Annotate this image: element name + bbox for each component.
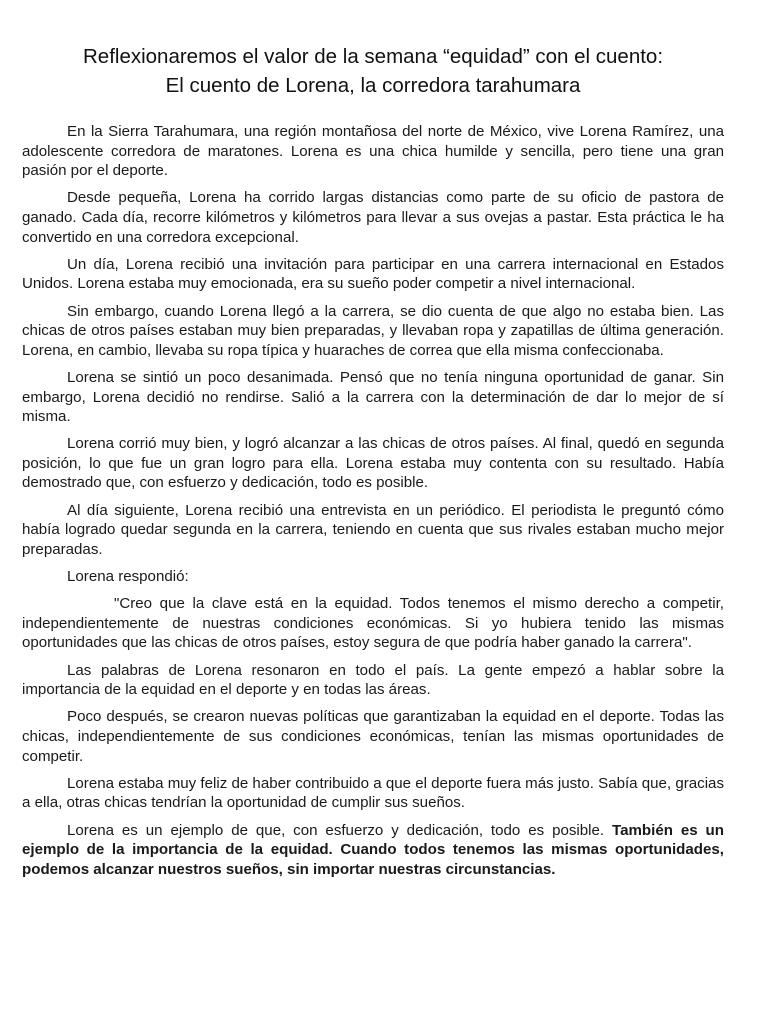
paragraph-4: Sin embargo, cuando Lorena llegó a la carrera, se dio cuenta de que algo no estaba bien. Las chicas de otros países estaban muy bien preparadas, y llevaban ropa y zapatillas de última generación. Lorena, en cambio, llevaba su ropa típica y huaraches de correa que ella misma confeccionaba.: [22, 302, 724, 359]
final-bold-text: También es un ejemplo de la importancia de la equidad. Cuando todos tenemos las mismas oportunidades, podemos alcanzar nuestros sueños, sin importar nuestras circunstancias.: [22, 821, 724, 878]
paragraph-8: Lorena respondió:: [67, 568, 189, 586]
document-title: [22, 42, 724, 100]
paragraph-9: Las palabras de Lorena resonaron en todo el país. La gente empezó a hablar sobre la importancia de la equidad en el deporte y en todas las áreas.: [22, 661, 724, 699]
title-line-2: El cuento de Lorena, la corredora tarahumara: [165, 74, 581, 97]
paragraph-5: Lorena se sintió un poco desanimada. Pensó que no tenía ninguna oportunidad de ganar. Sin embargo, Lorena decidió no rendirse. Salió a la carrera con la determinación de dar lo mejor de sí misma.: [22, 368, 724, 426]
paragraph-2: Desde pequeña, Lorena ha corrido largas distancias como parte de su oficio de pastora de ganado. Cada día, recorre kilómetros y kilómetros para llevar a sus ovejas a pastar. Esta práctica le ha convertido en una corredora excepcional.: [22, 189, 724, 246]
final-plain-text: Lorena es un ejemplo de que, con esfuerzo y dedicación, todo es posible.: [67, 821, 605, 839]
paragraph-10: Poco después, se crearon nuevas políticas que garantizaban la equidad en el deporte. Todas las chicas, independientemente de sus condiciones económicas, tenían las mismas oportunidades de competir.: [22, 708, 724, 765]
paragraph-6: Lorena corrió muy bien, y logró alcanzar a las chicas de otros países. Al final, quedó en segunda posición, lo que fue un gran logro para ella. Lorena estaba muy contenta con su resultado. Había demostrado que, con esfuerzo y dedicación, todo es posible.: [22, 435, 724, 492]
paragraph-11: Lorena estaba muy feliz de haber contribuido a que el deporte fuera más justo. Sabía que, gracias a ella, otras chicas tendrían la oportunidad de cumplir sus sueños.: [22, 774, 724, 812]
final-paragraph: [22, 821, 724, 880]
paragraph-3: Un día, Lorena recibió una invitación para participar en una carrera internacional en Estados Unidos. Lorena estaba muy emocionada, era su sueño poder competir a nivel internacional.: [22, 255, 724, 293]
paragraph-1: En la Sierra Tarahumara, una región montañosa del norte de México, vive Lorena Ramírez, una adolescente corredora de maratones. Lorena es una chica humilde y sencilla, pero tiene una gran pasión por el deporte.: [22, 123, 724, 180]
title-line-1: Reflexionaremos el valor de la semana “equidad” con el cuento:: [82, 45, 664, 68]
document-page: [22, 42, 724, 887]
paragraph-7: Al día siguiente, Lorena recibió una entrevista en un periódico. El periodista le preguntó cómo había logrado quedar segunda en la carrera, teniendo en cuenta que sus rivales estaban mucho mejor preparadas.: [22, 501, 724, 558]
quote-paragraph: "Creo que la clave está en la equidad. Todos tenemos el mismo derecho a competir, independientemente de nuestras condiciones económicas. Si yo hubiera tenido las mismas oportunidades que las chicas de otros países, estoy segura de que podría haber ganado la carrera".: [22, 595, 724, 652]
